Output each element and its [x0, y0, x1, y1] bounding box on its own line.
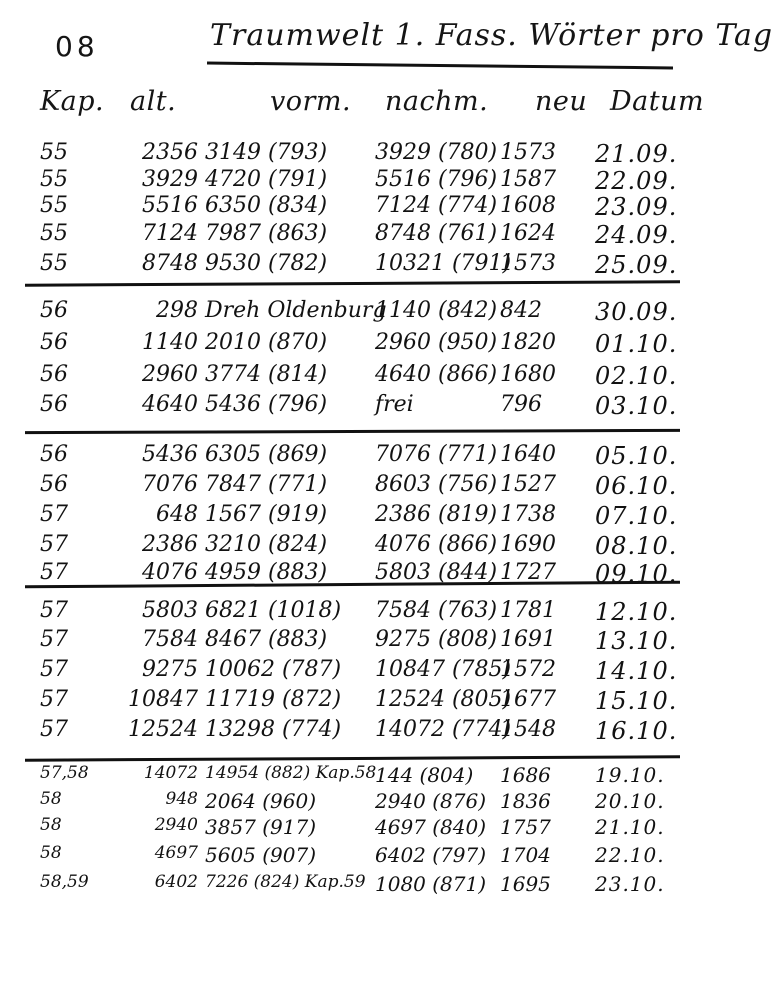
cell-nachm: 7124 (774) [375, 193, 498, 218]
cell-kap: 55 [40, 140, 68, 165]
header-neu: neu [535, 86, 588, 117]
cell-nachm: 2386 (819) [375, 502, 498, 527]
cell-datum: 19.10. [595, 763, 665, 787]
cell-neu: 1548 [500, 717, 556, 742]
cell-kap: 57 [40, 717, 68, 742]
cell-datum: 23.09. [595, 193, 678, 221]
cell-nachm: 144 (804) [375, 763, 474, 787]
cell-kap: 57 [40, 657, 68, 682]
cell-vorm: 5436 (796) [205, 392, 328, 417]
cell-datum: 02.10. [595, 362, 678, 390]
cell-vorm: 6305 (869) [205, 442, 328, 467]
cell-datum: 16.10. [595, 717, 678, 745]
cell-vorm: 4959 (883) [205, 560, 328, 585]
cell-alt: 14072 [143, 763, 198, 783]
cell-neu: 1691 [500, 627, 556, 652]
cell-datum: 09.10. [595, 560, 678, 588]
cell-datum: 30.09. [595, 298, 678, 326]
cell-alt: 4076 [142, 560, 198, 585]
cell-vorm: 2010 (870) [205, 330, 328, 355]
cell-kap: 55 [40, 167, 68, 192]
header-alt: alt. [130, 86, 177, 117]
cell-datum: 24.09. [595, 221, 678, 249]
cell-vorm: 7987 (863) [205, 221, 328, 246]
cell-vorm: Dreh Oldenburg [205, 298, 387, 323]
cell-datum: 25.09. [595, 251, 678, 279]
cell-nachm: 6402 (797) [375, 843, 487, 867]
cell-vorm: 7847 (771) [205, 472, 328, 497]
cell-nachm: 8603 (756) [375, 472, 498, 497]
cell-alt: 648 [156, 502, 198, 527]
cell-nachm: 4640 (866) [375, 362, 498, 387]
cell-alt: 8748 [142, 251, 198, 276]
cell-datum: 06.10. [595, 472, 678, 500]
title-underline [207, 62, 673, 70]
cell-alt: 2356 [142, 140, 198, 165]
cell-vorm: 14954 (882) Kap.58 [205, 763, 377, 783]
group-separator [25, 429, 680, 434]
cell-neu: 1781 [500, 598, 556, 623]
cell-nachm: 7076 (771) [375, 442, 498, 467]
cell-kap: 57 [40, 502, 68, 527]
cell-kap: 56 [40, 392, 68, 417]
cell-kap: 57 [40, 687, 68, 712]
header-nachm: nachm. [385, 86, 489, 117]
cell-neu: 1608 [500, 193, 556, 218]
cell-vorm: 9530 (782) [205, 251, 328, 276]
cell-kap: 56 [40, 298, 68, 323]
cell-neu: 1573 [500, 140, 556, 165]
cell-kap: 57 [40, 532, 68, 557]
cell-alt: 5803 [142, 598, 198, 623]
cell-nachm: 4076 (866) [375, 532, 498, 557]
cell-kap: 57,58 [40, 763, 89, 783]
cell-alt: 5516 [142, 193, 198, 218]
cell-datum: 05.10. [595, 442, 678, 470]
cell-datum: 23.10. [595, 872, 665, 896]
cell-vorm: 3210 (824) [205, 532, 328, 557]
cell-datum: 15.10. [595, 687, 678, 715]
cell-vorm: 1567 (919) [205, 502, 328, 527]
cell-kap: 58 [40, 815, 62, 835]
cell-neu: 1677 [500, 687, 556, 712]
cell-nachm: 10847 (785) [375, 657, 512, 682]
cell-vorm: 3774 (814) [205, 362, 328, 387]
header-datum: Datum [610, 86, 705, 117]
group-separator [25, 280, 680, 286]
cell-alt: 7076 [142, 472, 198, 497]
cell-kap: 58 [40, 843, 62, 863]
cell-kap: 58,59 [40, 872, 89, 892]
cell-datum: 03.10. [595, 392, 678, 420]
cell-datum: 21.09. [595, 140, 678, 168]
cell-nachm: 4697 (840) [375, 815, 487, 839]
cell-nachm: 12524 (805) [375, 687, 512, 712]
cell-alt: 298 [156, 298, 198, 323]
cell-nachm: 9275 (808) [375, 627, 498, 652]
cell-alt: 948 [165, 789, 198, 809]
cell-kap: 57 [40, 598, 68, 623]
cell-kap: 56 [40, 362, 68, 387]
header-vorm: vorm. [270, 86, 352, 117]
cell-alt: 6402 [154, 872, 198, 892]
cell-neu: 1757 [500, 815, 551, 839]
cell-kap: 56 [40, 472, 68, 497]
cell-neu: 1572 [500, 657, 556, 682]
cell-alt: 4640 [142, 392, 198, 417]
cell-datum: 13.10. [595, 627, 678, 655]
cell-vorm: 5605 (907) [205, 843, 317, 867]
cell-neu: 1527 [500, 472, 556, 497]
cell-kap: 55 [40, 251, 68, 276]
cell-kap: 56 [40, 330, 68, 355]
cell-vorm: 4720 (791) [205, 167, 328, 192]
cell-datum: 14.10. [595, 657, 678, 685]
cell-nachm: 2960 (950) [375, 330, 498, 355]
cell-kap: 57 [40, 560, 68, 585]
cell-nachm: 14072 (774) [375, 717, 512, 742]
cell-datum: 20.10. [595, 789, 665, 813]
cell-neu: 1686 [500, 763, 551, 787]
cell-alt: 7584 [142, 627, 198, 652]
cell-nachm: 5516 (796) [375, 167, 498, 192]
cell-vorm: 2064 (960) [205, 789, 317, 813]
cell-nachm: 8748 (761) [375, 221, 498, 246]
cell-neu: 1704 [500, 843, 551, 867]
cell-vorm: 10062 (787) [205, 657, 342, 682]
cell-vorm: 7226 (824) Kap.59 [205, 872, 366, 892]
cell-datum: 22.10. [595, 843, 665, 867]
cell-vorm: 6821 (1018) [205, 598, 342, 623]
cell-neu: 842 [500, 298, 542, 323]
cell-nachm: frei [375, 392, 414, 417]
cell-alt: 2940 [154, 815, 198, 835]
cell-datum: 22.09. [595, 167, 678, 195]
cell-alt: 12524 [128, 717, 198, 742]
cell-kap: 56 [40, 442, 68, 467]
page-number: 08 [55, 30, 99, 63]
cell-datum: 08.10. [595, 532, 678, 560]
cell-alt: 4697 [154, 843, 198, 863]
cell-alt: 3929 [142, 167, 198, 192]
cell-neu: 1690 [500, 532, 556, 557]
cell-neu: 1695 [500, 872, 551, 896]
group-separator [25, 755, 680, 761]
cell-neu: 1738 [500, 502, 556, 527]
cell-kap: 55 [40, 221, 68, 246]
cell-vorm: 6350 (834) [205, 193, 328, 218]
cell-alt: 2960 [142, 362, 198, 387]
cell-nachm: 1080 (871) [375, 872, 487, 896]
cell-neu: 1836 [500, 789, 551, 813]
cell-alt: 9275 [142, 657, 198, 682]
cell-alt: 5436 [142, 442, 198, 467]
page-title: Traumwelt 1. Fass. Wörter pro Tag [210, 18, 773, 53]
cell-nachm: 1140 (842) [375, 298, 498, 323]
cell-neu: 1727 [500, 560, 556, 585]
cell-kap: 58 [40, 789, 62, 809]
cell-alt: 2386 [142, 532, 198, 557]
header-kap: Kap. [40, 86, 105, 117]
cell-neu: 1573 [500, 251, 556, 276]
cell-neu: 1587 [500, 167, 556, 192]
cell-alt: 1140 [142, 330, 198, 355]
cell-neu: 1680 [500, 362, 556, 387]
cell-alt: 7124 [142, 221, 198, 246]
cell-neu: 1624 [500, 221, 556, 246]
cell-neu: 1820 [500, 330, 556, 355]
cell-nachm: 5803 (844) [375, 560, 498, 585]
cell-vorm: 3149 (793) [205, 140, 328, 165]
cell-vorm: 3857 (917) [205, 815, 317, 839]
cell-datum: 12.10. [595, 598, 678, 626]
cell-neu: 1640 [500, 442, 556, 467]
cell-neu: 796 [500, 392, 542, 417]
cell-nachm: 7584 (763) [375, 598, 498, 623]
cell-datum: 01.10. [595, 330, 678, 358]
cell-vorm: 13298 (774) [205, 717, 342, 742]
cell-nachm: 2940 (876) [375, 789, 487, 813]
cell-nachm: 10321 (791) [375, 251, 512, 276]
cell-datum: 07.10. [595, 502, 678, 530]
cell-kap: 57 [40, 627, 68, 652]
cell-datum: 21.10. [595, 815, 665, 839]
cell-vorm: 11719 (872) [205, 687, 342, 712]
cell-vorm: 8467 (883) [205, 627, 328, 652]
cell-kap: 55 [40, 193, 68, 218]
cell-alt: 10847 [128, 687, 198, 712]
cell-nachm: 3929 (780) [375, 140, 498, 165]
